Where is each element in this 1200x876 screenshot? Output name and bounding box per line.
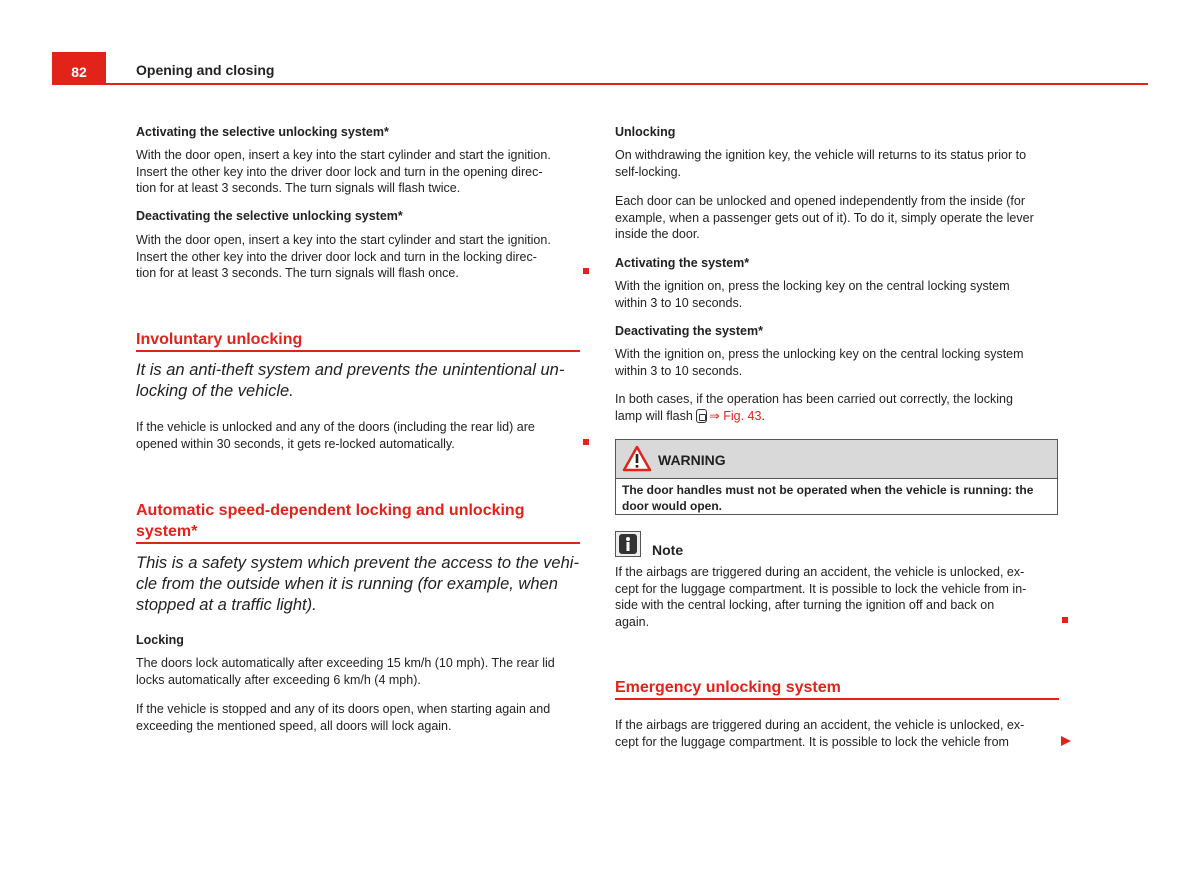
locking-text (136, 655, 586, 688)
lead-line: It is an anti-theft system and prevents the unintentional un- (136, 361, 565, 379)
automatic-locking-title (136, 500, 580, 542)
text-line: side with the central locking, after turning the ignition off and back on (615, 598, 995, 612)
end-of-section-marker (1062, 617, 1068, 623)
text-line: again. (615, 614, 650, 629)
deactivating-selective-heading: Deactivating the selective unlocking system* (136, 209, 403, 223)
text-line: tion for at least 3 seconds. The turn signals will flash twice. (136, 181, 461, 195)
automatic-lead (136, 553, 586, 616)
activating-system-heading: Activating the system* (615, 256, 750, 270)
unlocking-text (615, 147, 1065, 180)
text-line: With the ignition on, press the unlocking key on the central locking system (615, 347, 1024, 361)
text-line: tion for at least 3 seconds. The turn signals will flash once. (136, 266, 459, 280)
warning-box (615, 439, 1058, 515)
text-line: If the vehicle is stopped and any of its doors open, when starting again and (136, 702, 551, 716)
text-line: With the door open, insert a key into the start cylinder and start the ignition. (136, 148, 551, 162)
note-text (615, 564, 1065, 630)
warning-title: WARNING (658, 452, 726, 468)
title-line: Automatic speed-dependent locking and unlocking (136, 502, 525, 519)
warning-triangle-icon (622, 445, 652, 472)
involuntary-text (136, 419, 586, 452)
text-line: Each door can be unlocked and opened independently from the inside (for (615, 194, 1026, 208)
text-line: If the airbags are triggered during an accident, the vehicle is unlocked, ex- (615, 718, 1025, 732)
activating-selective-text (136, 147, 586, 197)
text-line: exceeding the mentioned speed, all doors will lock again. (136, 718, 452, 733)
activating-system-text (615, 278, 1065, 311)
deactivating-system-text (615, 346, 1065, 379)
activating-selective-heading: Activating the selective unlocking system* (136, 125, 389, 139)
text-line: If the airbags are triggered during an accident, the vehicle is unlocked, ex- (615, 565, 1025, 579)
each-door-text (615, 193, 1065, 243)
text-line: With the ignition on, press the locking key on the central locking system (615, 279, 1010, 293)
text-line: self-locking. (615, 164, 681, 179)
text-line: On withdrawing the ignition key, the vehicle will returns to its status prior to (615, 148, 1027, 162)
deactivating-system-heading: Deactivating the system* (615, 324, 763, 338)
lead-line: This is a safety system which prevent the access to the vehi- (136, 554, 579, 572)
text-line: cept for the luggage compartment. It is possible to lock the vehicle from in- (615, 581, 1027, 596)
text-line: With the door open, insert a key into the start cylinder and start the ignition. (136, 233, 551, 247)
lead-line: stopped at a traffic light). (136, 596, 317, 614)
text-line: cept for the luggage compartment. It is possible to lock the vehicle from (615, 734, 1009, 749)
section-rule (136, 542, 580, 544)
text-line: If the vehicle is unlocked and any of the doors (including the rear lid) are (136, 420, 535, 434)
text-line: The door handles must not be operated when the vehicle is running: the (622, 483, 1034, 497)
lead-line: cle from the outside when it is running (for example, when (136, 575, 558, 593)
text-line: In both cases, if the operation has been carried out correctly, the locking (615, 392, 1013, 406)
text-line (615, 408, 1065, 425)
text-line: locks automatically after exceeding 6 km/h (4 mph). (136, 672, 421, 687)
section-rule (615, 698, 1059, 700)
text-line: The doors lock automatically after exceeding 15 km/h (10 mph). The rear lid (136, 656, 555, 670)
emergency-unlocking-title: Emergency unlocking system (615, 679, 841, 696)
page-header-title: Opening and closing (136, 62, 275, 78)
end-of-section-marker (583, 268, 589, 274)
locking-lamp-icon (696, 409, 707, 423)
section-rule (136, 350, 580, 352)
text-fragment: . (761, 408, 765, 423)
emergency-text (615, 717, 1065, 750)
text-line: within 3 to 10 seconds. (615, 363, 743, 378)
text-line: within 3 to 10 seconds. (615, 295, 743, 310)
locking-heading: Locking (136, 633, 184, 647)
info-icon (615, 531, 641, 557)
text-line: inside the door. (615, 227, 700, 241)
text-line: Insert the other key into the driver door lock and turn in the opening direc- (136, 164, 543, 179)
text-line: example, when a passenger gets out of it). To do it, simply operate the lever (615, 210, 1034, 225)
lead-line: locking of the vehicle. (136, 382, 294, 400)
note-title: Note (652, 542, 684, 558)
text-fragment: lamp will flash (615, 408, 693, 423)
involuntary-unlocking-title: Involuntary unlocking (136, 331, 303, 348)
unlocking-heading: Unlocking (615, 125, 676, 139)
header-rule (52, 83, 1148, 85)
end-of-section-marker (583, 439, 589, 445)
fig-43-link[interactable]: ⇒ Fig. 43 (709, 408, 762, 423)
text-line: door would open. (622, 499, 722, 513)
warning-header (616, 440, 1057, 479)
deactivating-selective-text (136, 232, 586, 282)
continue-arrow-icon (1060, 735, 1072, 747)
text-line: opened within 30 seconds, it gets re-locked automatically. (136, 436, 455, 451)
stopped-text (136, 701, 586, 734)
involuntary-lead (136, 360, 586, 402)
text-line: Insert the other key into the driver door lock and turn in the locking direc- (136, 249, 537, 264)
title-line: system* (136, 523, 198, 540)
warning-text (622, 482, 1051, 514)
page-number: 82 (52, 52, 106, 84)
both-cases-text (615, 391, 1065, 424)
